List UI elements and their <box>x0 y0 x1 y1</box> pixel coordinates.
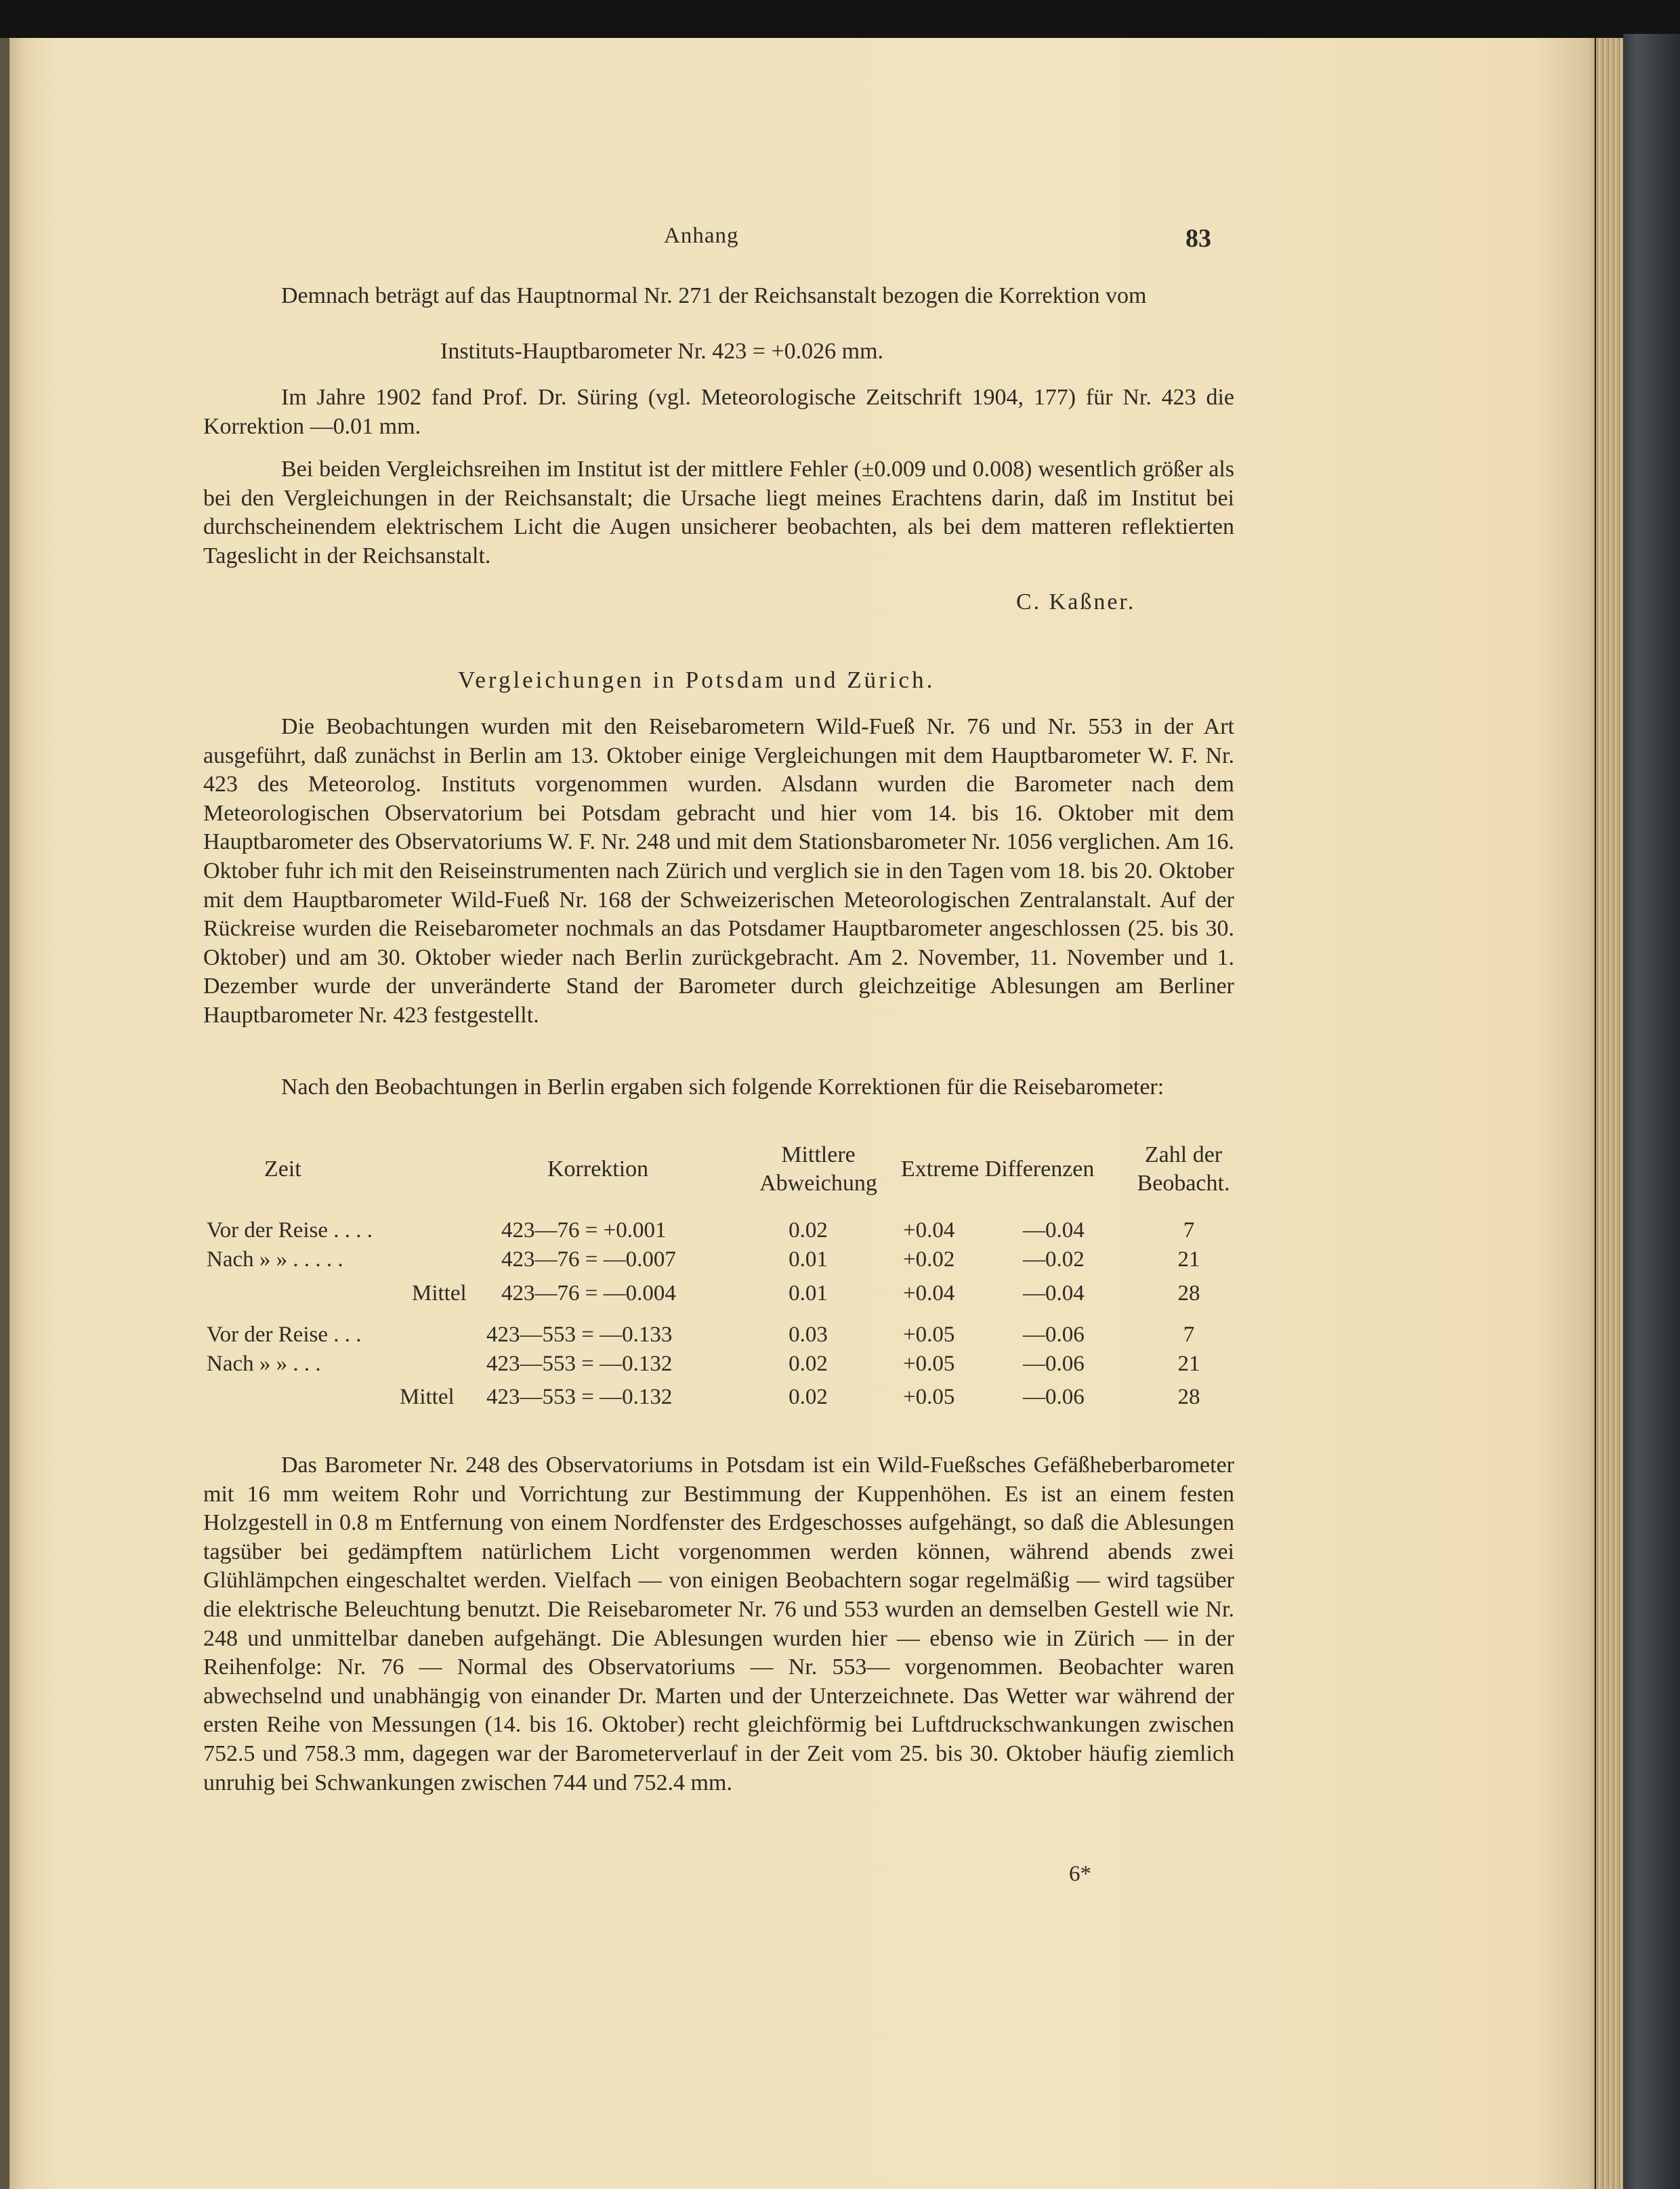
th-extreme-differenzen: Extreme Differenzen <box>901 1156 1095 1182</box>
paragraph-korrektionen-intro: Nach den Beobachtungen in Berlin ergaben sich folgende Korrektionen für die Reisebarometer: <box>281 1075 1164 1100</box>
table-cell-korrektion: 423—553 = —0.132 <box>486 1352 673 1376</box>
table-cell-abweichung: 0.02 <box>789 1385 828 1409</box>
table-cell-abweichung: 0.01 <box>789 1281 828 1306</box>
paragraph-beobachtungen: Die Beobachtungen wurden mit den Reisebarometern Wild-Fueß Nr. 76 und Nr. 553 in der Art ausgeführt, daß zunächst in Berlin am 13. Oktober einige Vergleichungen mit dem Hauptbarometer W. F. Nr. 423 des Meteorolog. Instituts vorgenommen wurden. Alsdann wurden die Barometer nach dem Meteorologischen Observatorium bei Potsdam gebracht und hier vom 14. bis 16. Oktober mit dem Hauptbarometer des Observatoriums W. F. Nr. 248 und mit dem Stationsbarometer Nr. 1056 verglichen. Am 16. Oktober fuhr ich mit den Reiseinstrumenten nach Zürich und verglich sie in den Tagen vom 18. bis 20. Oktober mit dem Hauptbarometer Wild-Fueß Nr. 168 der Schweizerischen Meteorologischen Zentralanstalt. Auf der Rückreise wurden die Reisebarometer nochmals an das Potsdamer Hauptbarometer angeschlossen (25. bis 30. Oktober) und am 30. Oktober wieder nach Berlin zurückgebracht. Am 2. November, 11. November und 1. Dezember wurde der unveränderte Stand der Barometer durch gleichzeitige Ablesungen am Berliner Hauptbarometer Nr. 423 festgestellt. <box>203 714 1234 1028</box>
table-cell-abweichung: 0.02 <box>789 1218 828 1243</box>
table-cell-zeit: Mittel <box>400 1385 455 1409</box>
table-cell-zahl: 21 <box>1177 1352 1200 1376</box>
table-cell-abweichung: 0.01 <box>789 1247 828 1272</box>
table-cell-korrektion: 423—76 = —0.007 <box>501 1247 676 1272</box>
table-cell-extreme-minus: —0.06 <box>1023 1322 1085 1347</box>
table-cell-extreme-plus: +0.05 <box>903 1385 955 1409</box>
book-cover-edge <box>1623 34 1680 2189</box>
table-cell-extreme-plus: +0.05 <box>903 1322 955 1347</box>
table-cell-extreme-minus: —0.02 <box>1023 1247 1085 1272</box>
th-korrektion: Korrektion <box>547 1156 649 1182</box>
th-mittlere: Mittlere Abweichung <box>759 1142 877 1196</box>
table-cell-zahl: 21 <box>1177 1247 1200 1272</box>
table-cell-zeit: Nach » » . . . <box>207 1352 321 1376</box>
table-cell-extreme-plus: +0.02 <box>903 1247 955 1272</box>
table-cell-extreme-minus: —0.04 <box>1023 1218 1085 1243</box>
scan-top-band <box>0 0 1680 38</box>
paragraph-korrektion: Demnach beträgt auf das Hauptnormal Nr. 271 der Reichsanstalt bezogen die Korrektion vom <box>281 283 1147 308</box>
signature-mark: 6* <box>1069 1862 1091 1886</box>
table-cell-abweichung: 0.03 <box>789 1322 828 1347</box>
table-cell-extreme-plus: +0.04 <box>903 1281 955 1306</box>
table-cell-extreme-plus: +0.04 <box>903 1218 955 1243</box>
table-cell-zahl: 28 <box>1177 1281 1200 1306</box>
table-cell-korrektion: 423—76 = +0.001 <box>501 1218 667 1243</box>
table-cell-extreme-plus: +0.05 <box>903 1352 955 1376</box>
table-cell-korrektion: 423—76 = —0.004 <box>501 1281 676 1306</box>
section-title: Vergleichungen in Potsdam und Zürich. <box>458 667 936 693</box>
running-header: Anhang <box>664 224 739 248</box>
th-zahl: Zahl der Beobacht. <box>1137 1142 1230 1196</box>
paragraph-fehler: Bei beiden Vergleichsreihen im Institut ist der mittlere Fehler (±0.009 und 0.008) wesentlich größer als bei den Vergleichungen in der Reichsanstalt; die Ursache liegt meines Erachtens darin, daß im Institut bei durchscheinendem elektrischem Licht die Augen unsicherer beobachten, als bei dem matteren reflektierten Tageslicht in der Reichsanstalt. <box>203 457 1234 568</box>
table-cell-zahl: 7 <box>1183 1218 1195 1243</box>
paragraph-barometer-248: Das Barometer Nr. 248 des Observatoriums in Potsdam ist ein Wild-Fueßsches Gefäßheberbarometer mit 16 mm weitem Rohr und Vorrichtung zur Bestimmung der Kuppenhöhen. Es ist an einem festen Holzgestell in 0.8 m Entfernung von einem Nordfenster des Erdgeschosses aufgehängt, so daß die Ablesungen tagsüber bei gedämpftem natürlichem Licht vorgenommen werden können, während abends zwei Glühlämpchen eingeschaltet werden. Vielfach — von einigen Beobachtern sogar regelmäßig — wird tagsüber die elektrische Beleuchtung benutzt. Die Reisebarometer Nr. 76 und 553 wurden an demselben Gestell wie Nr. 248 und unmittelbar daneben aufgehängt. Die Ablesungen wurden hier — ebenso wie in Zürich — in der Reihenfolge: Nr. 76 — Normal des Observatoriums — Nr. 553— vorgenommen. Beobachter waren abwechselnd und unabhängig von einander Dr. Marten und der Unterzeichnete. Das Wetter war während der ersten Reihe von Messungen (14. bis 16. Oktober) recht gleichförmig bei Luftdruckschwankungen zwischen 752.5 und 758.3 mm, dagegen war der Barometerverlauf in der Zeit vom 25. bis 30. Oktober häufig ziemlich unruhig bei Schwankungen zwischen 744 und 752.4 mm. <box>203 1453 1234 1795</box>
table-cell-zeit: Mittel <box>412 1281 467 1306</box>
page-number: 83 <box>1185 224 1211 253</box>
table-cell-extreme-minus: —0.06 <box>1023 1352 1085 1376</box>
table-cell-zeit: Vor der Reise . . . . <box>207 1218 373 1243</box>
paragraph-suring: Im Jahre 1902 fand Prof. Dr. Süring (vgl. Meteorologische Zeitschrift 1904, 177) für Nr. 423 die Korrektion —0.01 mm. <box>203 385 1234 439</box>
page-fore-edge <box>1596 38 1623 2189</box>
table-cell-zahl: 28 <box>1177 1385 1200 1409</box>
author-signature: C. Kaßner. <box>1016 589 1136 614</box>
table-cell-zeit: Vor der Reise . . . <box>207 1322 362 1347</box>
table-cell-korrektion: 423—553 = —0.132 <box>486 1385 673 1409</box>
table-cell-abweichung: 0.02 <box>789 1352 828 1376</box>
table-cell-extreme-minus: —0.06 <box>1023 1385 1085 1409</box>
th-zeit: Zeit <box>264 1156 301 1182</box>
formula-line: Instituts-Hauptbarometer Nr. 423 = +0.026 mm. <box>440 339 884 364</box>
scan-left-strip <box>0 38 9 2189</box>
table-cell-korrektion: 423—553 = —0.133 <box>486 1322 673 1347</box>
table-cell-zeit: Nach » » . . . . . <box>207 1247 343 1272</box>
table-cell-extreme-minus: —0.04 <box>1023 1281 1085 1306</box>
table-cell-zahl: 7 <box>1183 1322 1195 1347</box>
